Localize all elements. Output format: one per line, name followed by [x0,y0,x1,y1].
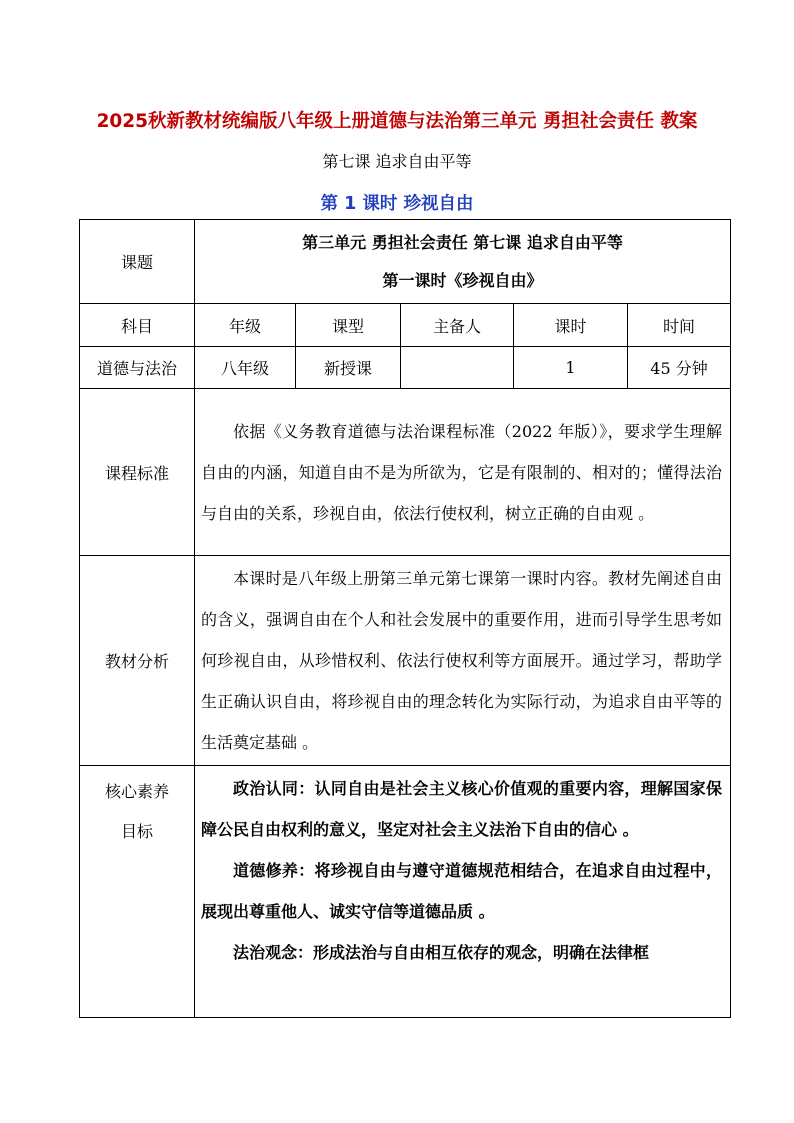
analysis-text: 本课时是八年级上册第三单元第七课第一课时内容。教材先阐述自由的含义，强调自由在个人和社会发展中的重要作用，进而引导学生思考如何珍视自由，从珍惜权利、依法行使权利等方面展开。通过学习，帮助学生正确认识自由，将珍视自由的理念转化为实际行动，为追求自由平等的生活奠定基础 。 [201,569,722,752]
lesson-plan-table [79,219,731,1018]
core-moral: 道德修养：将珍视自由与遵守道德规范相结合，在追求自由过程中，展现出尊重他人、诚实守信等道德品质 。 [201,861,722,921]
header-preparer: 主备人 [401,304,514,347]
core-label [80,766,195,1018]
document-title: 2025秋新教材统编版八年级上册道德与法治第三单元 勇担社会责任 教案 [96,111,698,132]
lesson-subtitle: 第七课 追求自由平等 [322,152,472,171]
core-political: 政治认同：认同自由是社会主义核心价值观的重要内容，理解国家保障公民自由权利的意义，坚定对社会主义法治下自由的信心 。 [201,779,722,839]
value-grade: 八年级 [195,347,296,389]
standard-row [80,389,731,556]
header-time: 时间 [628,304,731,347]
header-grade: 年级 [195,304,296,347]
value-periods: 1 [514,347,628,389]
core-row [80,766,731,1018]
value-preparer [401,347,514,389]
standard-cell [195,389,731,556]
standard-label: 课程标准 [80,389,195,556]
value-time: 45 分钟 [628,347,731,389]
topic-row [80,220,731,304]
core-label-line-1: 核心素养 [104,782,169,801]
topic-label: 课题 [80,220,195,304]
header-periods: 课时 [514,304,628,347]
topic-line-1: 第三单元 勇担社会责任 第七课 追求自由平等 [302,232,623,252]
analysis-row [80,556,731,766]
analysis-label: 教材分析 [80,556,195,766]
period-title: 第 1 课时 珍视自由 [320,194,474,214]
header-type: 课型 [296,304,401,347]
header-subject: 科目 [80,304,195,347]
topic-line-2: 第一课时《珍视自由》 [382,270,543,290]
analysis-cell [195,556,731,766]
value-row [80,347,731,389]
value-type: 新授课 [296,347,401,389]
standard-text: 依据《义务教育道德与法治课程标准（2022 年版）》，要求学生理解自由的内涵，知道自由不是为所欲为，它是有限制的、相对的；懂得法治与自由的关系，珍视自由，依法行使权利，树立正确的自由观 。 [201,421,722,523]
core-cell [195,766,731,1018]
header-row [80,304,731,347]
topic-content [195,220,731,304]
core-label-line-2: 目标 [120,822,153,841]
core-law: 法治观念：形成法治与自由相互依存的观念，明确在法律框 [233,943,650,962]
value-subject: 道德与法治 [80,347,195,389]
